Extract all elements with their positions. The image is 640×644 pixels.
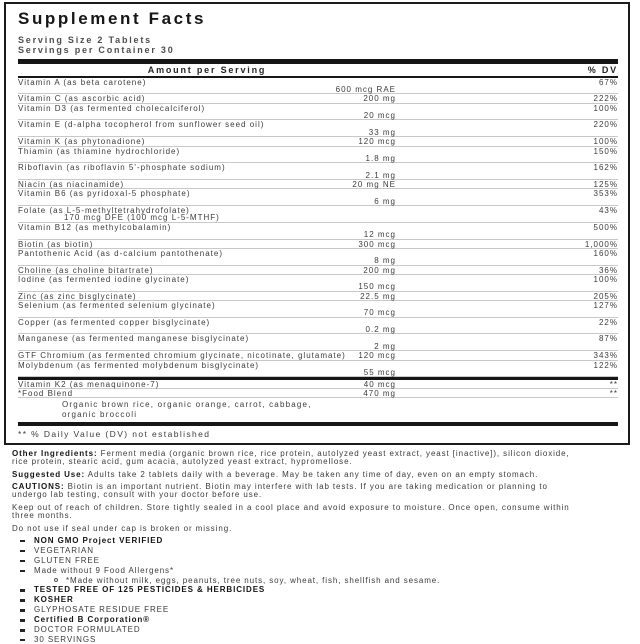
dv-header: % DV [587,64,618,75]
nutrient-dv: 343% [593,351,618,361]
nutrient-dv: 160% [593,248,618,258]
nutrient-dv: 220% [593,120,618,130]
nutrient-dv: 127% [593,301,618,311]
table-row [18,266,618,275]
nutrient-amount: 2.1 mg [365,170,396,180]
nutrient-name: Vitamin C (as ascorbic acid) [18,94,146,104]
square-bullet-icon [20,619,25,622]
nutrient-name: Thiamin (as thiamine hydrochloride) [18,146,181,156]
square-bullet-icon [20,609,25,612]
suggested-use [12,471,578,479]
table-row [18,206,618,223]
table-row [18,163,618,180]
square-bullet-icon [20,639,25,642]
table-row [18,389,618,398]
amount-per-serving-header: Amount per Serving [147,64,267,75]
nutrient-dv: 67% [598,77,618,87]
nutrient-amount: 22.5 mg [360,291,396,301]
other-ingredients [12,450,578,467]
nutrient-name: Biotin (as biotin) [18,239,94,249]
nutrient-amount: 600 mcg RAE [335,85,396,95]
nutrient-amount: 150 mcg [358,282,396,292]
nutrient-name: Copper (as fermented copper bisglycinate) [18,317,211,327]
nutrient-name: Niacin (as niacinamide) [18,180,125,189]
feature-allergens: Made without 9 Food Allergens* *Made without milk, eggs, peanuts, tree nuts, soy, wheat, fish, shellfish and sesame. [20,567,608,585]
nutrient-name: Manganese (as fermented manganese bisglycinate) [18,334,250,344]
table-row [18,137,618,146]
cautions-label: CAUTIONS: [12,482,65,492]
nutrient-name: GTF Chromium (as fermented chromium glycinate, nicotinate, glutamate) [18,351,346,361]
square-bullet-icon [20,599,25,602]
suggested-use-text: Adults take 2 tablets daily with a beverage. May be taken any time of day, even on an empty stomach. [87,469,539,479]
table-row [18,361,618,378]
nutrient-amount: 70 mcg [363,308,396,318]
supplement-facts-panel [4,2,630,445]
nutrient-name: Vitamin B12 (as methylcobalamin) [18,222,172,232]
table-row [18,189,618,206]
feature-gluten-free: GLUTEN FREE [20,557,608,565]
feature-pesticide-free: TESTED FREE OF 125 PESTICIDES & HERBICIDES [20,586,608,594]
square-bullet-icon [20,589,25,592]
cautions-text: Biotin is an important nutrient. Biotin may interfere with lab tests. If you are taking medication or planning to undergo lab testing, consult with your doctor before use. [12,482,548,500]
table-row [18,147,618,164]
square-bullet-icon [20,550,25,553]
nutrient-dv: 162% [593,163,618,173]
nutrient-amount: 200 mg [363,265,396,275]
nutrient-name: Zinc (as zinc bisglycinate) [18,291,137,301]
circle-bullet-icon [54,578,58,582]
feature-doctor-formulated: DOCTOR FORMULATED [20,626,608,634]
food-blend-ingredients: Organic brown rice, organic orange, carrot, cabbage, organic broccoli [62,400,312,419]
square-bullet-icon [20,570,25,573]
nutrient-name: Molybdenum (as fermented molybdenum bisglycinate) [18,360,260,370]
nutrient-amount: 200 mg [363,94,396,104]
suggested-use-label: Suggested Use: [12,469,86,479]
table-row [18,78,618,95]
nutrient-dv: 100% [593,103,618,113]
nutrient-amount: 12 mcg [363,230,396,240]
nutrient-dv: 353% [593,189,618,199]
nutrient-name: Vitamin A (as beta carotene) [18,77,147,87]
nutrient-dv: 43% [598,206,618,216]
nutrient-name: *Food Blend [18,389,74,399]
feature-vegetarian: VEGETARIAN [20,547,608,555]
feature-30-servings: 30 SERVINGS [20,636,608,644]
cautions [12,483,578,500]
nutrient-name: Selenium (as fermented selenium glycinate) [18,301,216,311]
label-info-section [12,450,608,644]
other-ingredients-text: Ferment media (organic brown rice, rice protein, autolyzed yeast extract, yeast [inactive]), silicon dioxide, rice protein, stearic acid, gum acacia, autolyzed yeast extract, hypromellose. [12,448,570,467]
nutrient-amount: 0.2 mg [365,325,396,335]
table-row [18,120,618,137]
other-ingredients-label: Other Ingredients: [12,448,98,458]
nutrient-amount: 120 mcg [358,351,396,361]
square-bullet-icon [20,629,25,632]
nutrient-dv: 122% [593,360,618,370]
table-row [18,240,618,249]
nutrient-dv: 150% [593,146,618,156]
servings-per-container: Servings per Container 30 [18,45,175,56]
nutrient-dv: 1,000% [584,239,618,249]
nutrient-dv: ** [609,389,618,399]
table-header [18,64,618,78]
nutrient-amount: 120 mcg [358,137,396,147]
nutrient-name: Vitamin D3 (as fermented cholecalciferol) [18,103,206,113]
feature-list [20,537,608,644]
nutrient-dv: 205% [593,291,618,301]
nutrient-name: Vitamin K2 (as menaquinone-7) [18,379,160,389]
supplement-label [0,2,640,644]
serving-size: Serving Size 2 Tablets [18,35,152,45]
nutrient-name: Vitamin E (d-alpha tocopherol from sunflower seed oil) [18,120,265,130]
nutrient-name: Pantothenic Acid (as d-calcium pantothenate) [18,248,223,258]
feature-b-corporation: Certified B Corporation® [20,616,608,624]
nutrient-dv: 36% [598,265,618,275]
nutrient-name: Folate (as L-5-methyltetrahydrofolate) [18,206,190,216]
table-row [18,318,618,335]
nutrient-dv: 87% [598,334,618,344]
table-row [18,351,618,360]
nutrient-name: Vitamin B6 (as pyridoxal-5 phosphate) [18,189,191,199]
seal-warning: Do not use if seal under cap is broken or missing. [12,523,233,533]
nutrient-name: Iodine (as fermented iodine glycinate) [18,274,190,284]
nutrient-dv: 100% [593,274,618,284]
table-row [18,94,618,103]
nutrient-amount: 6 mg [374,196,396,206]
square-bullet-icon [20,540,25,543]
nutrient-amount: 20 mcg [363,111,396,121]
nutrient-amount: 40 mcg [363,379,396,389]
table-row [18,249,618,266]
table-row [18,104,618,121]
nutrient-dv: 500% [593,222,618,232]
nutrient-amount: 20 mg NE [352,180,396,189]
nutrient-amount: 470 mg [363,389,396,399]
nutrient-amount: 170 mcg DFE (100 mcg L-5-MTHF) [64,213,220,223]
nutrient-amount: 300 mcg [358,239,396,249]
table-row [18,223,618,240]
nutrient-name: Choline (as choline bitartrate) [18,265,154,275]
feature-glyphosate-free: GLYPHOSATE RESIDUE FREE [20,606,608,614]
feature-kosher: KOSHER [20,596,608,604]
nutrient-name: Vitamin K (as phytonadione) [18,137,146,147]
nutrient-dv: 125% [593,180,618,189]
table-row [18,292,618,301]
table-row [18,180,618,189]
panel-title: Supplement Facts [18,9,207,28]
nutrient-amount: 8 mg [374,256,396,266]
nutrient-dv: 22% [598,317,618,327]
table-row [18,380,618,389]
table-row [18,334,618,351]
storage-warning: Keep out of reach of children. Store tightly sealed in a cool place and avoid exposure to moisture. Once open, consume within three months. [12,502,570,521]
feature-non-gmo: NON GMO Project VERIFIED [20,537,608,545]
table-row [18,275,618,292]
nutrient-amount: 55 mcg [363,367,396,377]
table-row [18,301,618,318]
nutrient-name: Riboflavin (as riboflavin 5'-phosphate sodium) [18,163,226,173]
nutrient-dv: 222% [593,94,618,104]
nutrient-dv: 100% [593,137,618,147]
square-bullet-icon [20,560,25,563]
nutrient-amount: 33 mg [368,127,396,137]
nutrient-dv: ** [609,379,618,389]
allergens-detail: *Made without milk, eggs, peanuts, tree nuts, soy, wheat, fish, shellfish and sesame. [54,577,608,585]
nutrient-amount: 1.8 mg [365,153,396,163]
nutrient-amount: 2 mg [374,341,396,351]
dv-footnote: ** % Daily Value (DV) not established [18,428,211,439]
